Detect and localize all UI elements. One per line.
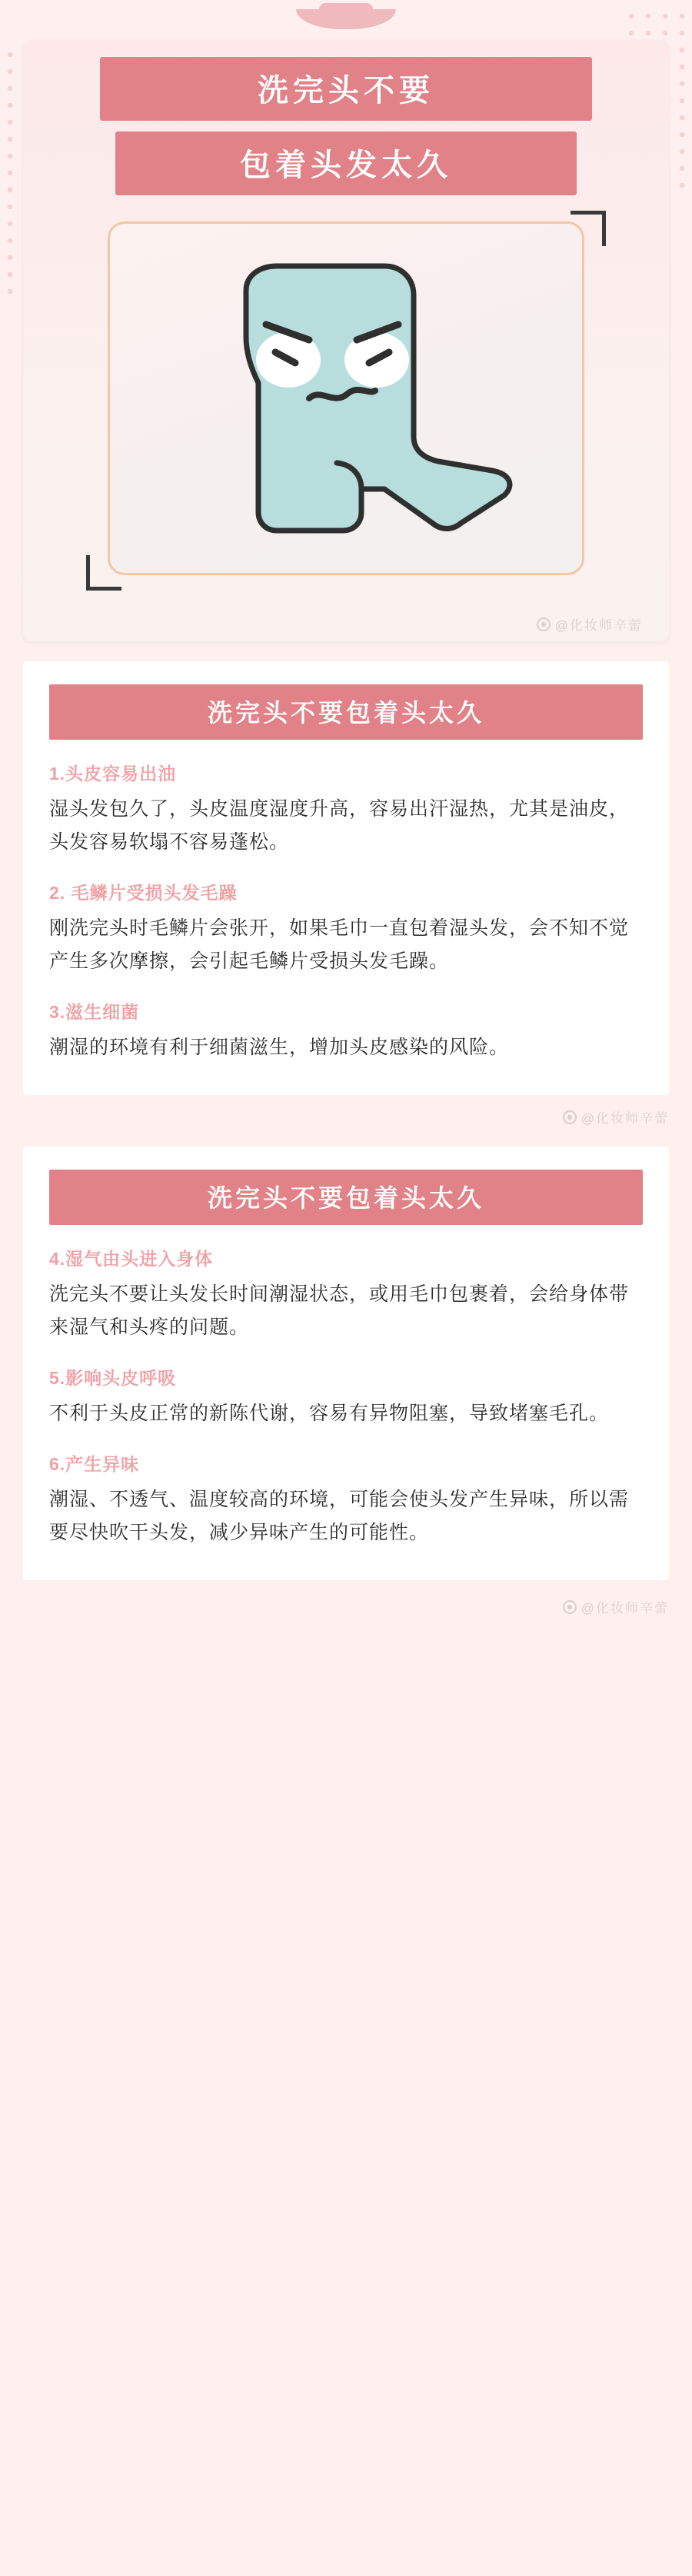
item-heading: 4.湿气由头进入身体 (49, 1249, 214, 1269)
watermark-bottom (0, 1597, 669, 1616)
hero-title-line2: 包着头发太久 (115, 131, 577, 195)
item-heading: 1.头皮容易出油 (49, 764, 177, 784)
angry-cartoon-character-icon (131, 245, 561, 567)
list-item (49, 879, 643, 978)
item-heading: 5.影响头皮呼吸 (49, 1368, 177, 1388)
item-body: 潮湿、不透气、温度较高的环境，可能会使头发产生异味，所以需要尽快吹干头发，减少异味产生的可能性。 (49, 1489, 630, 1543)
item-body: 刚洗完头时毛鳞片会张开，如果毛巾一直包着湿头发，会不知不觉产生多次摩擦，会引起毛鳞片受损头发毛躁。 (49, 917, 630, 972)
weibo-eye-icon (537, 617, 551, 631)
hero-card (23, 40, 669, 641)
item-body: 潮湿的环境有利于细菌滋生，增加头皮感染的风险。 (49, 1037, 510, 1058)
list-item (49, 1450, 643, 1549)
watermark-text: @化妆师辛蕾 (581, 1111, 669, 1126)
item-body: 湿头发包久了，头皮温度湿度升高，容易出汗湿热，尤其是油皮，头发容易软塌不容易蓬松。 (49, 798, 630, 853)
item-body: 洗完头不要让头发长时间潮湿状态，或用毛巾包裹着，会给身体带来湿气和头疼的问题。 (49, 1283, 630, 1338)
item-heading: 6.产生异味 (49, 1454, 140, 1474)
item-heading: 2. 毛鳞片受损头发毛躁 (49, 883, 238, 903)
weibo-eye-icon (563, 1110, 577, 1124)
list-item (49, 998, 643, 1064)
section-one-title: 洗完头不要包着头太久 (49, 684, 643, 740)
hanger-decoration (296, 9, 396, 29)
section-two-title: 洗完头不要包着头太久 (49, 1170, 643, 1225)
section-one (23, 661, 669, 1095)
illustration-wrap (85, 221, 607, 606)
watermark-middle (0, 1107, 669, 1127)
item-heading: 3.滋生细菌 (49, 1002, 140, 1022)
section-two (23, 1147, 669, 1580)
corner-bracket-bottom-left-icon (86, 555, 121, 591)
watermark-text: @化妆师辛蕾 (554, 618, 643, 633)
hero-title-line1: 洗完头不要 (100, 57, 592, 121)
list-item (49, 1364, 643, 1430)
list-item (49, 1245, 643, 1344)
weibo-eye-icon (563, 1600, 577, 1614)
watermark-hero (537, 614, 643, 634)
watermark-text: @化妆师辛蕾 (581, 1601, 669, 1616)
list-item (49, 760, 643, 859)
item-body: 不利于头皮正常的新陈代谢，容易有异物阻塞，导致堵塞毛孔。 (49, 1403, 610, 1424)
corner-bracket-top-right-icon (571, 211, 606, 246)
